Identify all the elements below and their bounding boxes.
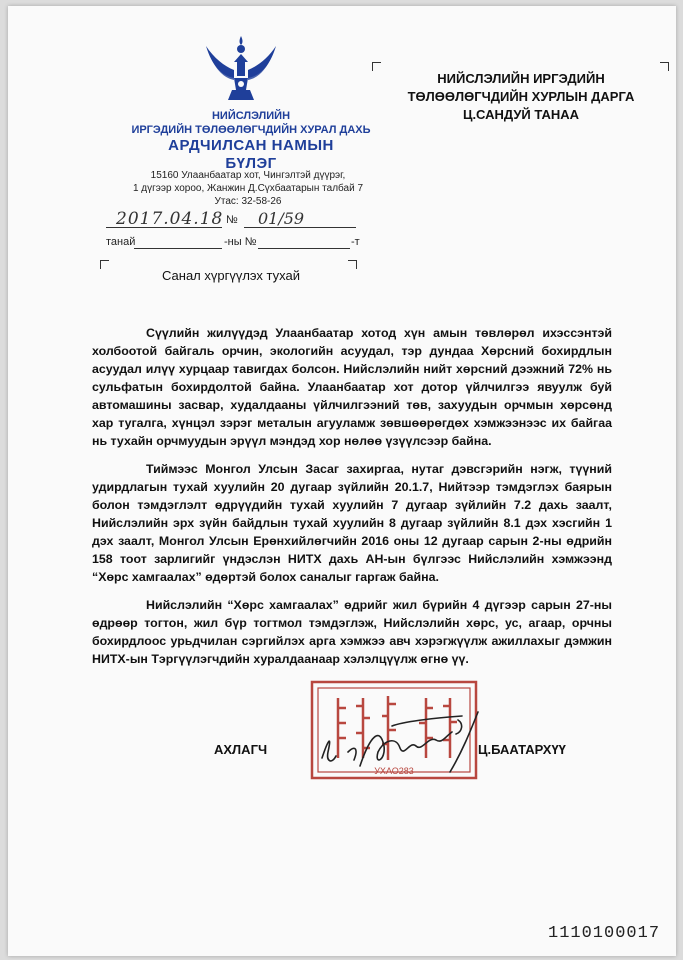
recipient-block [386,70,656,124]
number-underline [244,227,356,228]
letter-subject: Санал хүргүүлэх тухай [162,268,300,283]
stamp-code: УХАО283 [374,766,414,776]
address-line1: 15160 Улаанбаатар хот, Чингэлтэй дүүрэг, [150,170,346,181]
address-line3: Утас: 32-58-26 [214,196,282,207]
letter-page [8,6,676,956]
recipient-line1: НИЙСЛЭЛИЙН ИРГЭДИЙН [437,71,605,86]
soyombo-eagle-emblem-icon [204,32,278,106]
subject-corner-tr [348,260,357,269]
org-name-line1: НИЙСЛЭЛИЙН [211,110,291,122]
tanai-label: танай [106,236,136,248]
recipient-line3: Ц.САНДУЙ ТАНАА [462,107,580,122]
letter-body [92,324,612,678]
number-label: № [226,214,238,226]
org-name-line2: ИРГЭДИЙН ТӨЛӨӨЛӨГЧДИЙН ХУРАЛ ДАХЬ [131,124,371,136]
body-paragraph-2: Тиймээс Монгол Улсын Засаг захиргаа, нутаг дэвсгэрийн нэгж, түүний удирдлагын тухай хуулийн 20 дугаар зүйлийн 20.1.7, Нийтээр тэмдэглэх баярын болон тэмдэглэлт өдрүүдийн тухай хуулийн 7 дугаар зүйлийн 7.2 дахь заалт, Нийслэлийн эрх зүйн байдлын тухай хуулийн 8 дугаар зүйлийн 8.1 дэх хэсгийн 1 дэх заалт, Монгол Улсын Ерөнхийлөгчийн 2016 оны 12 дугаар сарын 2-ны өдрийн 158 тоот зарлигийг үндэслэн НИТХ дахь АН-ын бүлгээс Нийслэлийн хэмжээнд “Хөрс хамгаалах” өдөртэй болох саналыг гаргаж байна. [92,462,612,584]
document-serial-number: 1110100017 [548,924,661,943]
org-name-line3: АРДЧИЛСАН НАМЫН [168,137,334,154]
body-paragraph-1: Сүүлийн жилүүдэд Улаанбаатар хотод хүн амын төвлөрөл ихэссэнтэй холбоотой байгаль орчин, экологийн асуудал, тэр дундаа Хөрсний бохирдлын асуудал илүү хурцаар тавигдах болсон. Нийслэлийн нийт хөрсний дээжний 72% нь сульфатын бохирдолтой байна. Улаанбаатар хот дотор үйлчилгээ явуулж буй автомашины засвар, худалдааны үйлчилгээний төв, захуудын орчмын хөрсөнд хар тугалга, хүнцэл зэрэг металын агууламж зөвшөөрөгдөх хэмжээнээс их байгаа нь тухайн орчмуудын эрүүл мэндэд хор нөлөө үзүүлсээр байна. [92,326,612,448]
t-label: -т [351,236,360,248]
letter-number: 01/59 [258,209,305,228]
address-line2: 1 дүгээр хороо, Жанжин Д.Сүхбаатарын талбай 7 [132,183,364,194]
subject-corner-tl [100,260,109,269]
nyi-label: -ны № [224,236,257,248]
recipient-corner-tl [372,62,381,71]
tanai-underline [134,248,222,249]
recipient-line2: ТӨЛӨӨЛӨГЧДИЙН ХУРЛЫН ДАРГА [407,89,635,104]
letter-date: 2017.04.18 [116,209,224,229]
signer-name: Ц.БААТАРХҮҮ [478,742,566,757]
signer-title: АХЛАГЧ [214,742,268,757]
date-underline [106,227,222,228]
nyi-underline [258,248,350,249]
recipient-corner-tr [660,62,669,71]
org-name-line4: БҮЛЭГ [225,155,277,172]
body-paragraph-3: Нийслэлийн “Хөрс хамгаалах” өдрийг жил бүрийн 4 дүгээр сарын 27-ны өдрөөр тогтон, жил бүр тогтмол тэмдэглэж, Нийслэлийн хөрс, ус, агаар, орчны бохирдлоос урьдчилан сэргийлэх арга хэмжээ авч хэрэгжүүлж ажиллахыг дэмжин НИТХ-ын Тэргүүлэгчдийн хуралдаанаар хэлэлцүүлж өгнө үү. [92,598,612,666]
